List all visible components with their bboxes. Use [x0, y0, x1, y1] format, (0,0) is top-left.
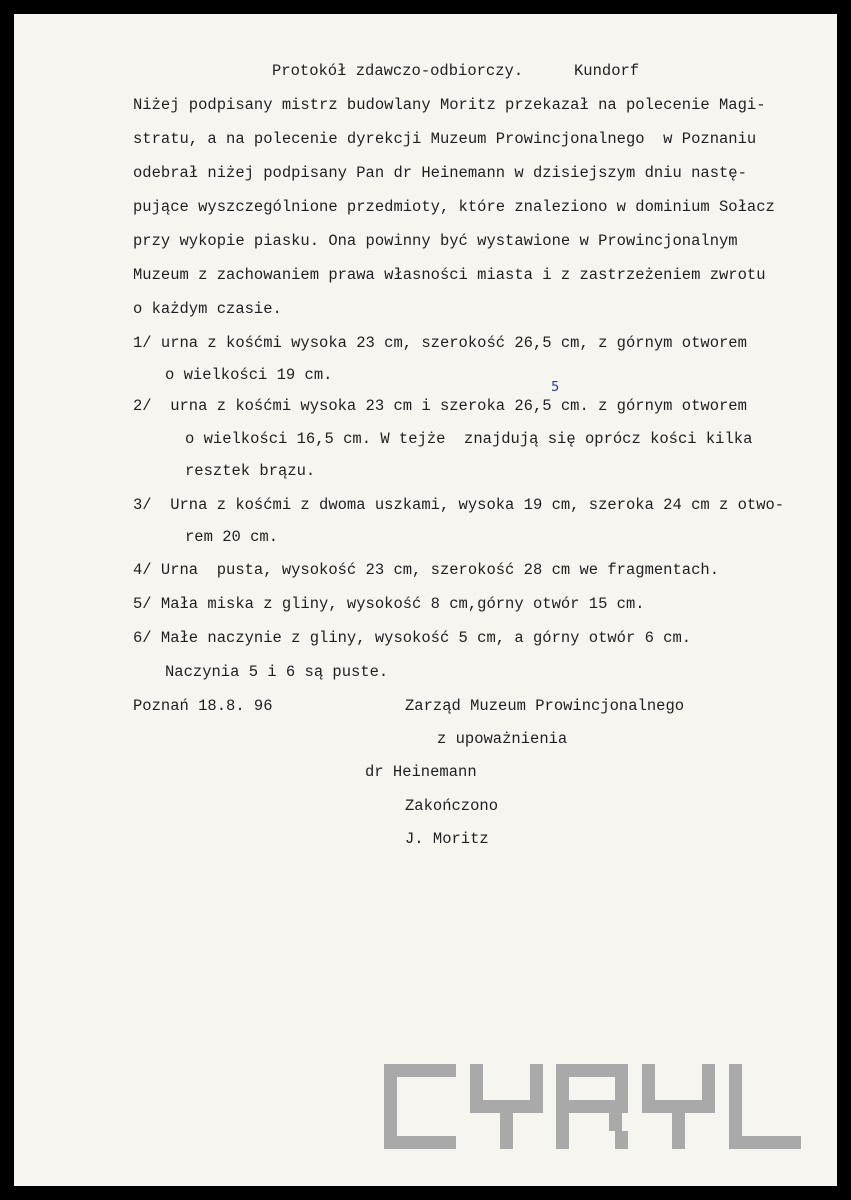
item-4-line: 4/ Urna pusta, wysokość 23 cm, szerokość 28 cm we fragmentach. [133, 561, 719, 579]
body-line: pujące wyszczególnione przedmioty, które znaleziono w dominium Sołacz [133, 198, 775, 216]
body-line: Niżej podpisany mistrz budowlany Moritz przekazał na polecenie Magi- [133, 96, 766, 114]
second-signer-line: J. Moritz [405, 830, 489, 848]
date-line: Poznań 18.8. 96 [133, 697, 273, 715]
body-line: stratu, a na polecenie dyrekcji Muzeum Prowincjonalnego w Poznaniu [133, 130, 757, 148]
item-2-line-1: 2/ urna z kośćmi wysoka 23 cm i szeroka 26,5 cm. z górnym otworem [133, 397, 747, 415]
item-6-line: 6/ Małe naczynie z gliny, wysokość 5 cm, a górny otwór 6 cm. [133, 629, 692, 647]
note-line: Naczynia 5 i 6 są puste. [165, 663, 389, 681]
body-line: odebrał niżej podpisany Pan dr Heinemann w dzisiejszym dniu nastę- [133, 164, 747, 182]
item-3-line-2: rem 20 cm. [185, 528, 279, 546]
body-line: Muzeum z zachowaniem prawa własności miasta i z zastrzeżeniem zwrotu [133, 266, 766, 284]
location-tag: Kundorf [574, 62, 640, 80]
document-title: Protokół zdawczo-odbiorczy. [272, 62, 524, 80]
item-1-line-1: 1/ urna z kośćmi wysoka 23 cm, szerokość 26,5 cm, z górnym otworem [133, 334, 747, 352]
document-page [14, 14, 837, 1186]
item-2-line-3: resztek brązu. [185, 462, 316, 480]
institution-line: Zarząd Muzeum Prowincjonalnego [405, 697, 685, 715]
cyryl-watermark-icon [384, 1064, 801, 1149]
item-1-line-2: o wielkości 19 cm. [165, 366, 333, 384]
cyryl-watermark-logo [384, 1064, 814, 1149]
item-3-line-1: 3/ Urna z kośćmi z dwoma uszkami, wysoka 19 cm, szeroka 24 cm z otwo- [133, 496, 785, 514]
signer-line: dr Heinemann [365, 763, 477, 781]
body-line: przy wykopie piasku. Ona powinny być wystawione w Prowincjonalnym [133, 232, 738, 250]
handwritten-correction: 5 [551, 380, 560, 395]
item-2-line-2: o wielkości 16,5 cm. W tejże znajdują się oprócz kości kilka [185, 430, 753, 448]
item-5-line: 5/ Mała miska z gliny, wysokość 8 cm,górny otwór 15 cm. [133, 595, 645, 613]
closing-line: Zakończono [405, 797, 499, 815]
body-line: o każdym czasie. [133, 300, 282, 318]
authority-line: z upoważnienia [437, 730, 568, 748]
